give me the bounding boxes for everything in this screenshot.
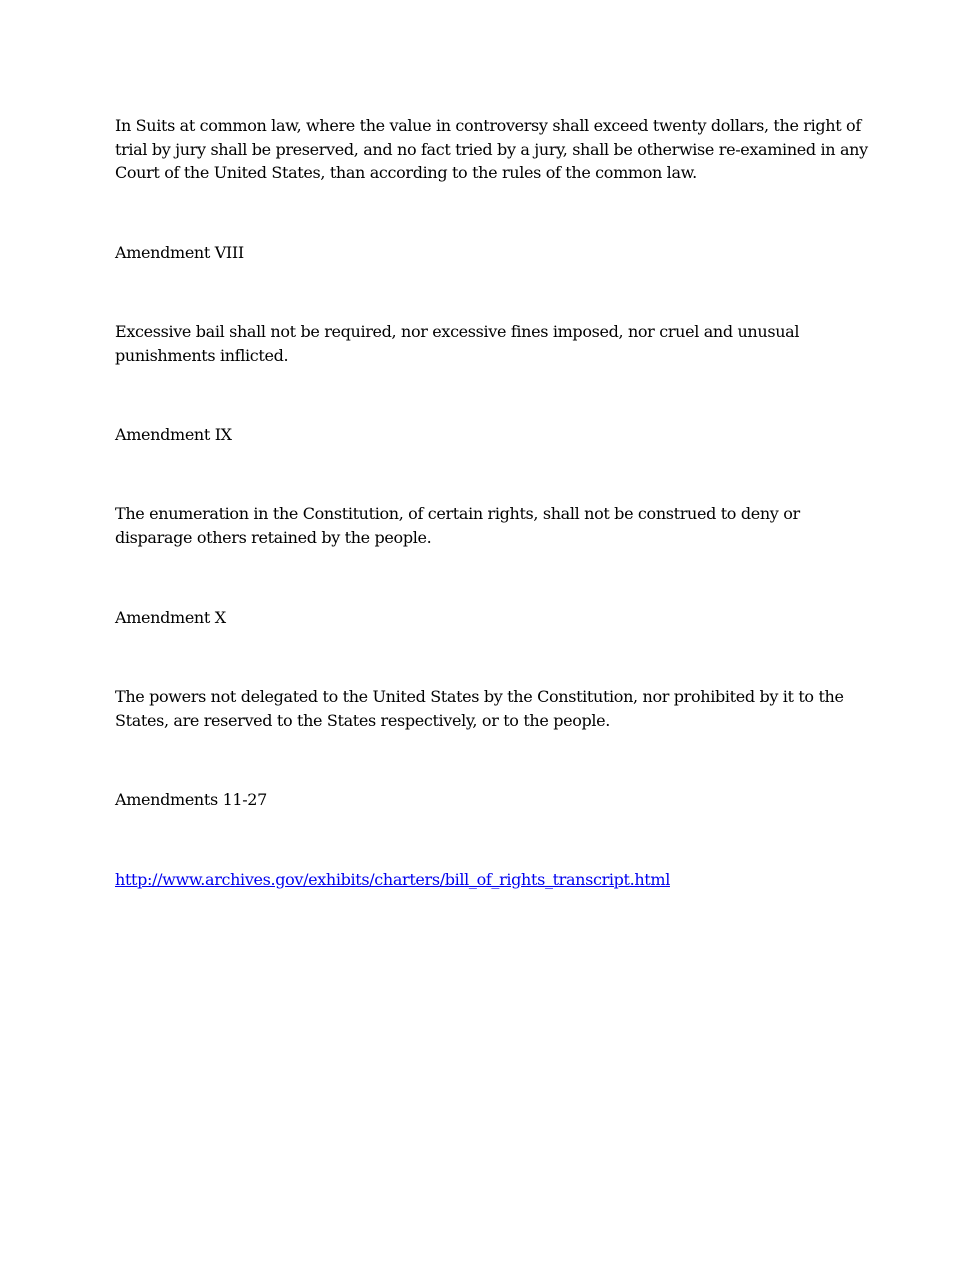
amendment-x-heading: Amendment X <box>115 608 226 627</box>
amendment-x-text: The powers not delegated to the United States by the Constitution, nor prohibited by it to the States, are reserved to the States respectively, or to the people. <box>115 687 844 730</box>
amendment-ix-text: The enumeration in the Constitution, of certain rights, shall not be construed to deny or disparage others retained by the people. <box>115 504 800 547</box>
amendment-ix-heading: Amendment IX <box>115 425 232 444</box>
amendment-viii-heading: Amendment VIII <box>115 243 244 262</box>
amendment-vii-text: In Suits at common law, where the value in controversy shall exceed twenty dollars, the right of trial by jury shall be preserved, and no fact tried by a jury, shall be otherwise re-examined in any Court of the United States, than according to the rules of the common law. <box>115 116 868 182</box>
archives-link[interactable]: http://www.archives.gov/exhibits/charters/bill_of_rights_transcript.html <box>115 870 670 889</box>
amendment-viii-text: Excessive bail shall not be required, nor excessive fines imposed, nor cruel and unusual punishments inflicted. <box>115 322 800 365</box>
amendments-11-27-heading: Amendments 11-27 <box>115 790 267 809</box>
